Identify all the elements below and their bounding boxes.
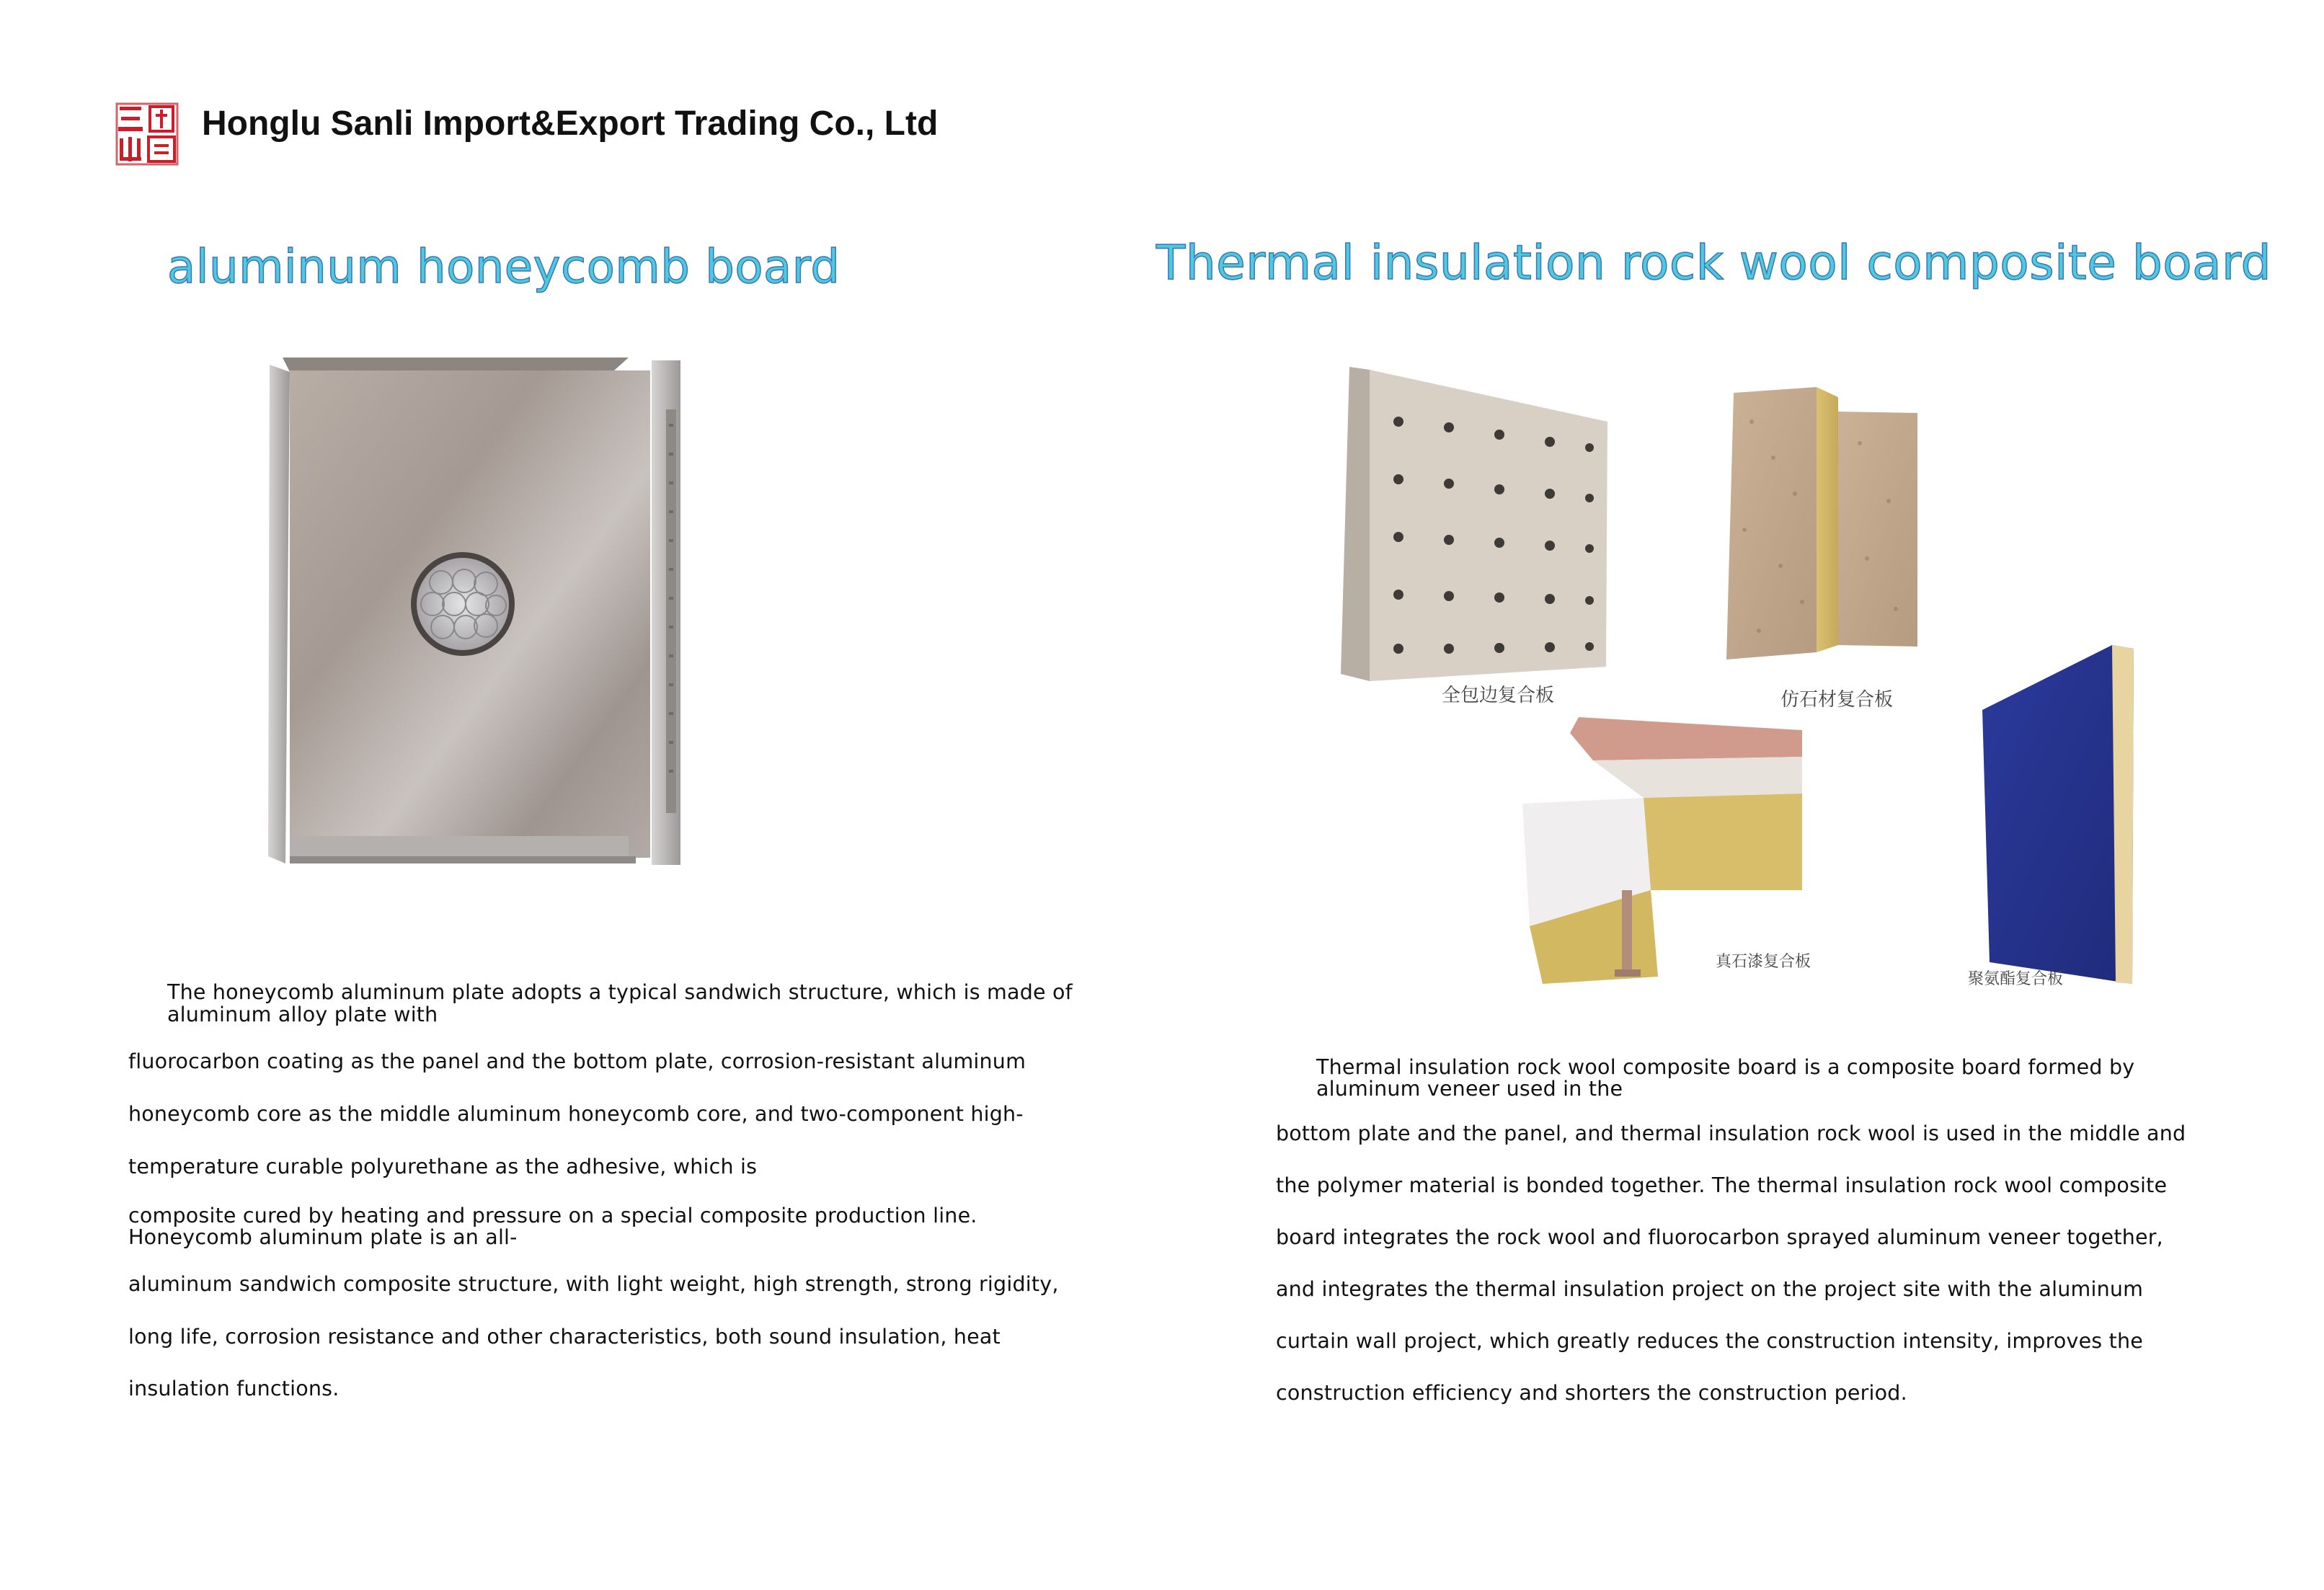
- right-paragraph-line: construction efficiency and shorters the construction period.: [1276, 1381, 1907, 1405]
- caption-paint: 真石漆复合板: [1716, 953, 1811, 971]
- right-product-title: Thermal insulation rock wool composite board: [1156, 235, 2271, 290]
- left-product-title: aluminum honeycomb board: [167, 241, 841, 294]
- caption-polyurethane: 聚氨酯复合板: [1968, 970, 2064, 988]
- rockwool-board-collage: [1341, 357, 2141, 998]
- caption-stone: 仿石材复合板: [1780, 689, 1894, 711]
- paint-board: [1522, 717, 1802, 984]
- left-paragraph-line: insulation functions.: [128, 1377, 340, 1400]
- stone-board: [1726, 387, 1917, 659]
- left-paragraph-line: fluorocarbon coating as the panel and the bottom plate, corrosion-resistant aluminum: [128, 1049, 1026, 1073]
- left-paragraph-line: The honeycomb aluminum plate adopts a typical sandwich structure, which is made of: [167, 980, 1073, 1004]
- right-paragraph-line: Thermal insulation rock wool composite board is a composite board formed by: [1316, 1055, 2135, 1079]
- right-paragraph-line: the polymer material is bonded together. The thermal insulation rock wool composite: [1276, 1173, 2168, 1197]
- company-seal-logo: [112, 99, 182, 169]
- left-paragraph-line: long life, corrosion resistance and other characteristics, both sound insulation, heat: [128, 1325, 1001, 1349]
- right-paragraph-line: curtain wall project, which greatly reduces the construction intensity, improves the: [1276, 1329, 2143, 1353]
- left-paragraph-line: temperature curable polyurethane as the adhesive, which is: [128, 1155, 758, 1178]
- left-paragraph-line: aluminum sandwich composite structure, with light weight, high strength, strong rigidity,: [128, 1272, 1059, 1296]
- polyurethane-board: [1982, 645, 2134, 984]
- left-paragraph-line: aluminum alloy plate with: [167, 1003, 438, 1026]
- right-paragraph-line: bottom plate and the panel, and thermal insulation rock wool is used in the middle and: [1276, 1122, 2186, 1145]
- honeycomb-board-image: [268, 352, 715, 871]
- left-paragraph-line: composite cured by heating and pressure on a special composite production line.: [128, 1204, 977, 1227]
- perforated-board: [1341, 367, 1607, 681]
- right-paragraph-line: and integrates the thermal insulation project on the project site with the aluminum: [1276, 1277, 2144, 1301]
- left-paragraph-line: Honeycomb aluminum plate is an all-: [128, 1225, 518, 1249]
- caption-perforated: 全包边复合板: [1442, 685, 1555, 706]
- right-paragraph-line: board integrates the rock wool and fluorocarbon sprayed aluminum veneer together,: [1276, 1225, 2163, 1249]
- left-paragraph-line: honeycomb core as the middle aluminum honeycomb core, and two-component high-: [128, 1102, 1024, 1126]
- right-paragraph-line: aluminum veneer used in the: [1316, 1077, 1623, 1101]
- company-name: Honglu Sanli Import&Export Trading Co., Ltd: [202, 105, 939, 143]
